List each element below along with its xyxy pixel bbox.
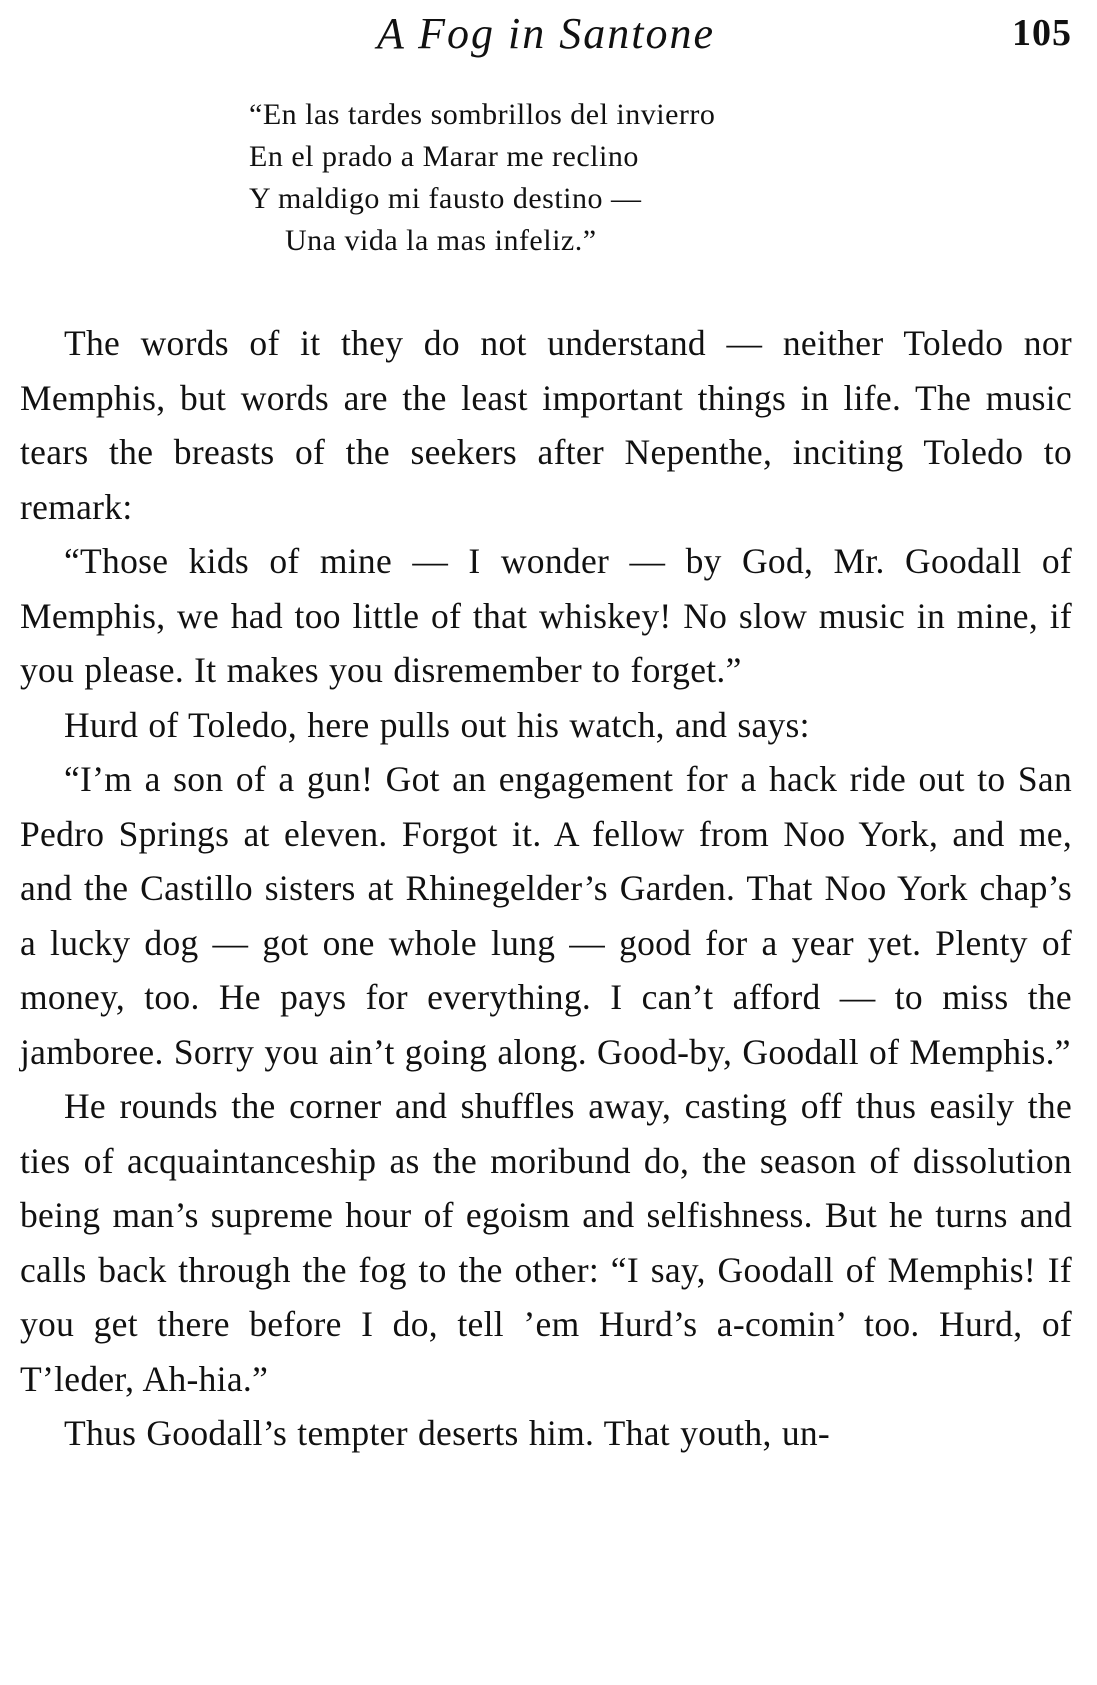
paragraph: The words of it they do not understand — neither Toledo nor Memphis, but words are the least important things in life. The music tears the breasts of the seekers after Nepenthe, inciting Toledo to remark: (20, 323, 1072, 527)
page-number: 105 (1012, 12, 1072, 54)
verse-line: Una vida la mas infeliz.” (285, 224, 597, 257)
running-title: A Fog in Santone (377, 9, 715, 58)
paragraph: “Those kids of mine — I wonder — by God, Mr. Goodall of Memphis, we had too little of that whiskey! No slow music in mine, if you please. It makes you disremember to forget.” (20, 541, 1072, 690)
verse-line: En el prado a Marar me reclino (249, 140, 639, 173)
paragraph: Thus Goodall’s tempter deserts him. That youth, un- (64, 1413, 831, 1453)
verse-line: Y maldigo mi fausto destino — (249, 182, 642, 215)
verse-stanza (249, 94, 1072, 262)
verse-line: “En las tardes sombrillos del invierro (249, 98, 716, 131)
paragraph: He rounds the corner and shuffles away, casting off thus easily the ties of acquaintanceship as the moribund do, the season of dissolution being man’s supreme hour of egoism and selfishness. But he turns and calls back through the fog to the other: “I say, Goodall of Memphis! If you get there before I do, tell ’em Hurd’s a-comin’ too. Hurd, of T’leder, Ah-hia.” (20, 1086, 1072, 1399)
prose-body (20, 316, 1072, 1461)
paragraph: Hurd of Toledo, here pulls out his watch, and says: (64, 704, 810, 745)
book-page (20, 6, 1072, 1678)
paragraph: “I’m a son of a gun! Got an engagement for a hack ride out to San Pedro Springs at eleven. Forgot it. A fellow from Noo York, and me, and the Castillo sisters at Rhinegelder’s Garden. That Noo York chap’s a lucky dog — got one whole lung — good for a year yet. Plenty of money, too. He pays for everything. I can’t afford — to miss the jamboree. Sorry you ain’t going along. Good-by, Goodall of Memphis.” (20, 759, 1072, 1072)
running-head (20, 6, 1072, 76)
